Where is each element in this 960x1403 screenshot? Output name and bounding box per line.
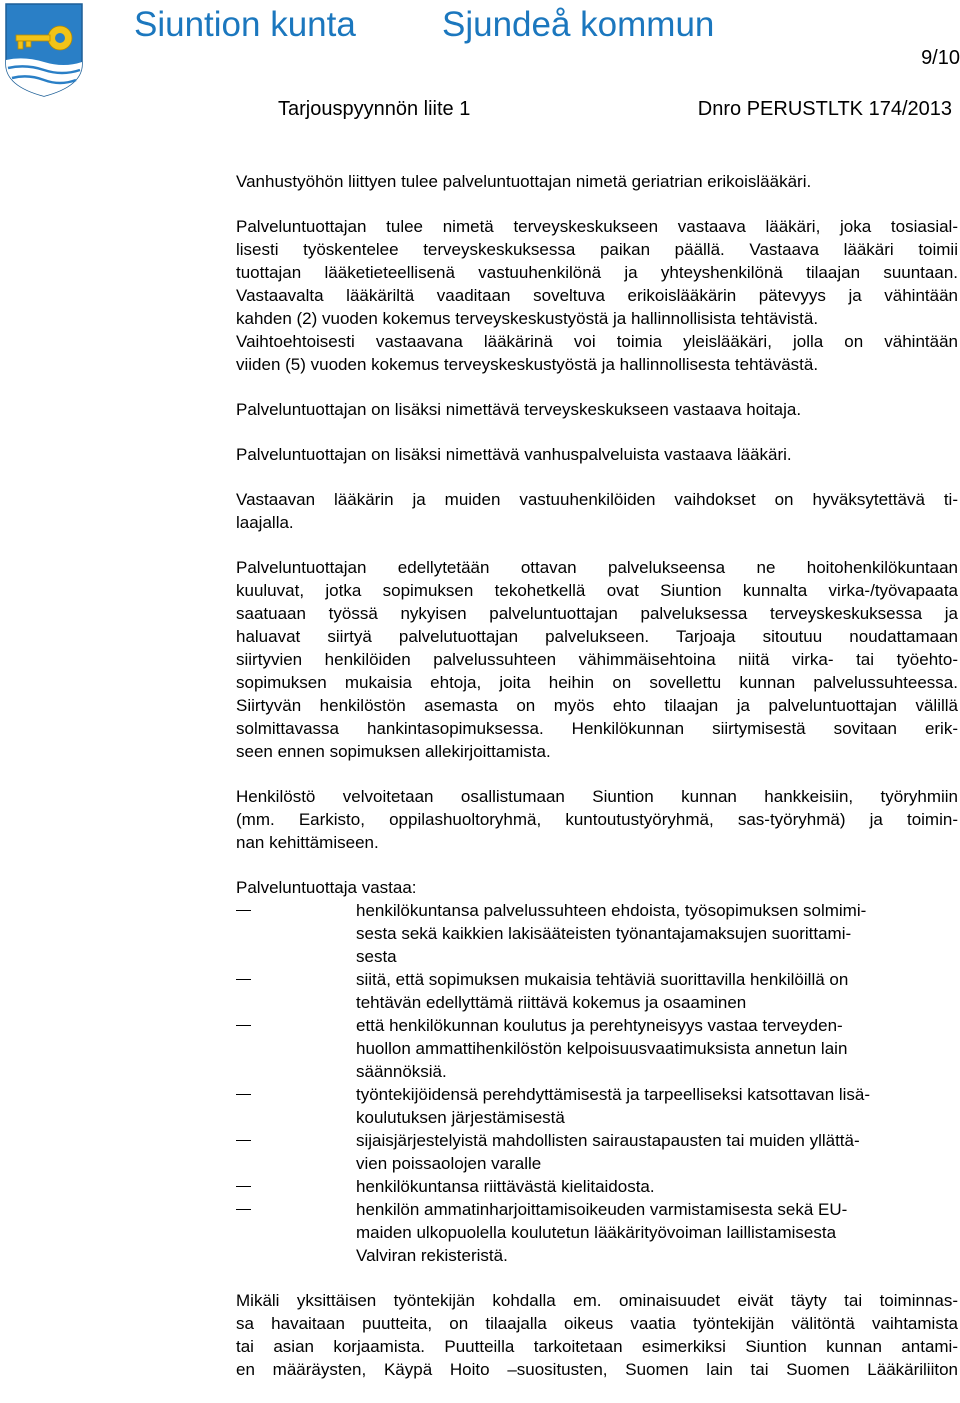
text-line: Vanhustyöhön liittyen tulee palveluntuottajan nimetä geriatrian erikoislääkäri. xyxy=(236,172,812,191)
list-item xyxy=(236,968,958,1014)
text-line: Palveluntuottajan edellytetään ottavan palvelukseensa ne hoitohenkilökuntaan xyxy=(236,558,958,577)
list-item xyxy=(236,899,958,968)
paragraph xyxy=(236,398,958,421)
text-line: siirtyvien henkilöiden palvelussuhteen vähimmäisehtoina niitä virka- tai työehto- xyxy=(236,650,958,669)
text-line: vien poissaolojen varalle xyxy=(356,1154,542,1173)
page-number: 9/10 xyxy=(921,47,960,69)
reference-number: Dnro PERUSTLTK 174/2013 xyxy=(697,98,952,120)
text-line: haluavat siirtyä palvelutuottajan palvelukseen. Tarjoaja sitoutuu noudattamaan xyxy=(236,627,958,646)
text-line: Palveluntuottajan tulee nimetä terveyskeskukseen vastaava lääkäri, joka tosiasial- xyxy=(236,217,958,236)
text-line: Palveluntuottajan on lisäksi nimettävä terveyskeskukseen vastaava hoitaja. xyxy=(236,400,802,419)
list-item xyxy=(236,1083,958,1129)
text-line: henkilökuntansa palvelussuhteen ehdoista, työsopimuksen solmimi- xyxy=(356,901,867,920)
text-line: tehtävän edellyttämä riittävä kokemus ja osaaminen xyxy=(356,993,747,1012)
text-line: sesta sekä kaikkien lakisääteisten työnantajamaksujen suorittami- xyxy=(356,924,852,943)
list-item xyxy=(236,1198,958,1267)
text-line: Valviran rekisteristä. xyxy=(356,1246,508,1265)
text-line: (mm. Earkisto, oppilashuoltoryhmä, kuntoutustyöryhmä, sas-työryhmä) ja toimin- xyxy=(236,810,958,829)
dash-bullet-icon xyxy=(236,1209,251,1210)
text-line: säännöksiä. xyxy=(356,1062,447,1081)
text-line: siitä, että sopimuksen mukaisia tehtäviä suorittavilla henkilöillä on xyxy=(356,970,849,989)
text-line: tai asian korjaamista. Puutteilla tarkoitetaan esimerkiksi Siuntion kunnan antami- xyxy=(236,1337,958,1356)
text-line: sijaisjärjestelyistä mahdollisten sairaustapausten tai muiden yllättä- xyxy=(356,1131,860,1150)
paragraph xyxy=(236,443,958,466)
text-line: kahden (2) vuoden kokemus terveyskeskustyöstä ja hallinnollisista tehtävistä. xyxy=(236,309,819,328)
text-line: lisesti työskentelee terveyskeskuksessa paikan päällä. Vastaava lääkäri toimii xyxy=(236,240,958,259)
text-line: solmittavassa hankintasopimuksessa. Henkilökunnan siirtymisestä sovitaan erik- xyxy=(236,719,958,738)
text-line: henkilökuntansa riittävästä kielitaidosta. xyxy=(356,1177,655,1196)
text-line: Mikäli yksittäisen työntekijän kohdalla em. ominaisuudet eivät täyty tai toiminnas- xyxy=(236,1291,958,1310)
text-line: tuottajan lääketieteellisenä vastuuhenkilönä ja yhteyshenkilönä tilaajan suuntaan. xyxy=(236,263,958,282)
list-item xyxy=(236,1175,958,1198)
text-line: seen ennen sopimuksen allekirjoittamista. xyxy=(236,742,551,761)
municipality-name-finnish: Siuntion kunta xyxy=(134,5,356,44)
list-item xyxy=(236,1129,958,1175)
text-line: Vaihtoehtoisesti vastaavana lääkärinä voi toimia yleislääkäri, jolla on vähintään xyxy=(236,332,958,351)
text-line: että henkilökunnan koulutus ja perehtyneisyys vastaa terveyden- xyxy=(356,1016,843,1035)
closing-paragraph xyxy=(236,1289,958,1381)
list-item xyxy=(236,1014,958,1083)
text-line: Palveluntuottajan on lisäksi nimettävä vanhuspalveluista vastaava lääkäri. xyxy=(236,445,792,464)
paragraph xyxy=(236,785,958,854)
text-line: Palveluntuottaja vastaa: xyxy=(236,878,417,897)
text-line: laajalla. xyxy=(236,513,294,532)
municipal-coat-of-arms-icon xyxy=(4,2,84,98)
dash-bullet-icon xyxy=(236,1186,251,1187)
document-body xyxy=(236,170,958,1403)
attachment-label: Tarjouspyynnön liite 1 xyxy=(278,98,471,120)
text-line: työntekijöidensä perehdyttämisestä ja tarpeelliseksi katsottavan lisä- xyxy=(356,1085,871,1104)
text-line: koulutuksen järjestämisestä xyxy=(356,1108,565,1127)
text-line: Henkilöstö velvoitetaan osallistumaan Siuntion kunnan hankkeisiin, työryhmiin xyxy=(236,787,958,806)
text-line: nan kehittämiseen. xyxy=(236,833,379,852)
dash-bullet-icon xyxy=(236,979,251,980)
paragraph xyxy=(236,488,958,534)
text-line: huollon ammattihenkilöstön kelpoisuusvaatimuksista annetun lain xyxy=(356,1039,848,1058)
text-line: viiden (5) vuoden kokemus terveyskeskustyöstä ja hallinnollisesta tehtävästä. xyxy=(236,355,819,374)
dash-bullet-icon xyxy=(236,910,251,911)
text-line: sopimuksen mukaisia ehtoja, joita heihin on sovellettu kunnan palvelussuhteessa. xyxy=(236,673,958,692)
paragraph xyxy=(236,876,958,899)
text-line: Vastaavalta lääkäriltä vaaditaan soveltuva erikoislääkärin pätevyys ja vähintään xyxy=(236,286,958,305)
text-line: sesta xyxy=(356,947,397,966)
paragraph xyxy=(236,170,958,193)
text-line: maiden ulkopuolella koulutetun lääkärityövoiman laillistamisesta xyxy=(356,1223,837,1242)
municipality-name-swedish: Sjundeå kommun xyxy=(442,5,715,44)
text-line: kuuluvat, jotka sopimuksen tekohetkellä ovat Siuntion kunnalta virka-/työvapaata xyxy=(236,581,958,600)
text-line: en määräysten, Käypä Hoito –suositusten, Suomen lain tai Suomen Lääkäriliiton xyxy=(236,1360,958,1379)
paragraph xyxy=(236,215,958,376)
dash-bullet-icon xyxy=(236,1140,251,1141)
text-line: sa havaitaan puutteita, on tilaajalla oikeus vaatia työntekijän välitöntä vaihtamista xyxy=(236,1314,958,1333)
text-line: Siirtyvän henkilöstön asemasta on myös ehto tilaajan ja palveluntuottajan välillä xyxy=(236,696,958,715)
text-line: henkilön ammatinharjoittamisoikeuden varmistamisesta sekä EU- xyxy=(356,1200,848,1219)
paragraph xyxy=(236,556,958,763)
text-line: Vastaavan lääkärin ja muiden vastuuhenkilöiden vaihdokset on hyväksytettävä ti- xyxy=(236,490,958,509)
dash-bullet-icon xyxy=(236,1025,251,1026)
dash-bullet-icon xyxy=(236,1094,251,1095)
responsibility-list xyxy=(236,899,958,1267)
text-line: saatuaan työssä nykyisen palveluntuottajan palveluksessa terveyskeskuksessa ja xyxy=(236,604,958,623)
